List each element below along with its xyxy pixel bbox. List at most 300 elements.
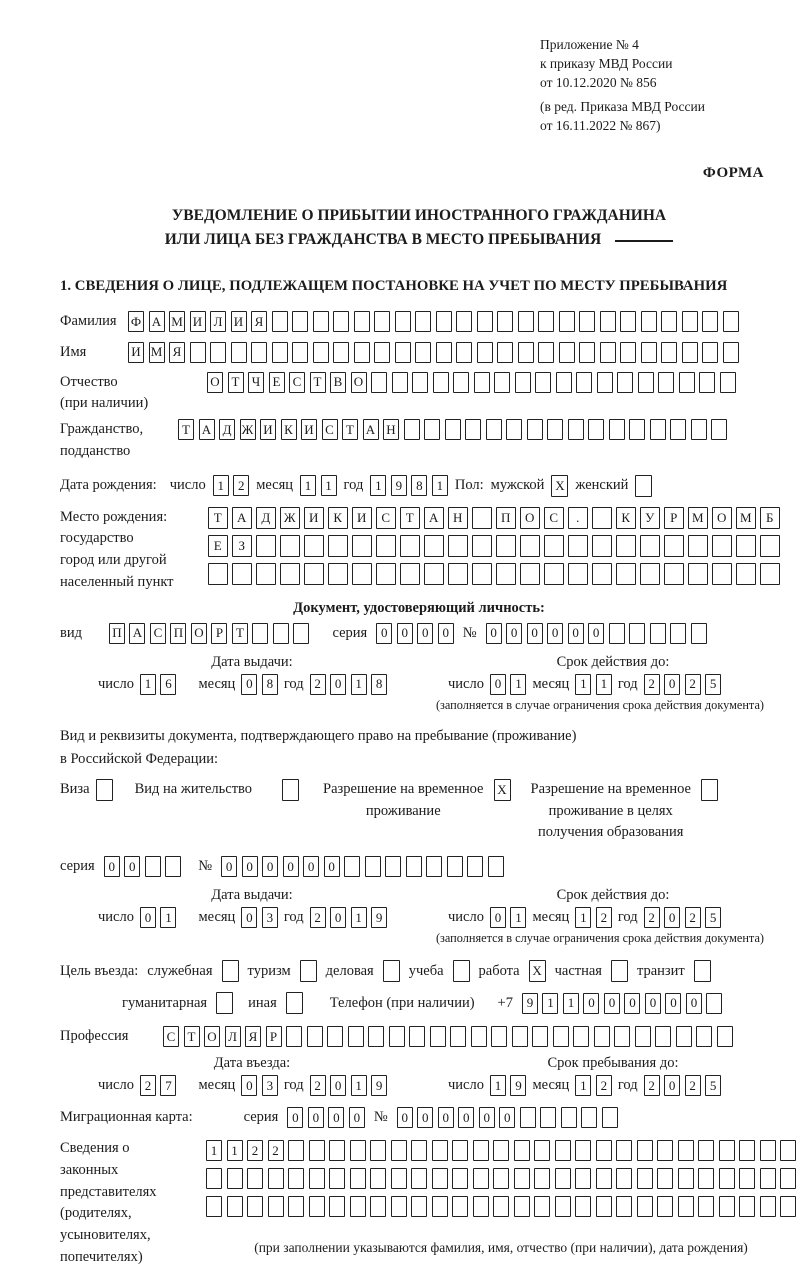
char-box: 0 [624,993,640,1014]
char-box [404,419,420,440]
char-box [288,1168,304,1189]
year-label: год [283,675,304,692]
char-box: X [529,960,546,982]
char-box [579,311,595,332]
char-box [354,342,370,363]
char-box [477,342,493,363]
char-box [602,1107,618,1128]
phone-label: Телефон (при наличии) [329,994,475,1011]
char-box [760,1196,776,1217]
char-box: 2 [247,1140,263,1161]
char-box [210,342,226,363]
purpose-study-checkbox [453,960,470,982]
char-box: С [544,507,564,529]
char-box: О [712,507,732,529]
char-box [222,960,239,982]
char-box [760,1140,776,1161]
char-box: 0 [349,1107,365,1128]
char-box [701,779,718,801]
char-box [575,1140,591,1161]
char-box: Д [219,419,235,440]
temp-permit-edu-checkbox [701,779,718,801]
entry-date-year [310,1075,388,1096]
char-box: З [232,535,252,557]
char-box: А [363,419,379,440]
profession-label: Профессия [60,1028,129,1045]
char-box: Д [256,507,276,529]
char-box: М [688,507,708,529]
char-box [392,372,408,393]
month-label: месяц [532,909,570,926]
char-box: А [232,507,252,529]
char-box [698,1168,714,1189]
char-box: У [640,507,660,529]
char-box [559,342,575,363]
char-box: 0 [490,907,506,928]
char-box [286,1026,302,1047]
char-box: К [616,507,636,529]
char-box: 0 [499,1107,515,1128]
char-box [472,535,492,557]
identity-valid-year [644,674,722,695]
char-box [688,535,708,557]
char-box [272,342,288,363]
residence-issue-year [310,907,388,928]
identity-issue-year [310,674,388,695]
char-box: 0 [242,856,258,877]
char-box [657,1196,673,1217]
char-box [711,419,727,440]
residence-number-label: № [198,858,213,875]
char-box [329,1196,345,1217]
char-box: Ф [128,311,144,332]
char-box [456,342,472,363]
month-label: месяц [198,675,236,692]
representatives-label-6: попечителях) [60,1248,143,1265]
residence-valid-month [575,907,612,928]
char-box: 0 [417,1107,433,1128]
citizenship-label: Гражданство, [60,421,144,438]
sex-male-checkbox [551,475,568,497]
char-box: И [231,311,247,332]
char-box [424,563,444,585]
char-box [352,535,372,557]
char-box: Е [208,535,228,557]
entry-date-heading: Дата въезда: [213,1055,291,1072]
appendix-line: Приложение № 4 [540,37,639,52]
year-label: год [617,675,638,692]
char-box [352,563,372,585]
char-box [698,1196,714,1217]
char-box [575,1196,591,1217]
char-box [640,535,660,557]
char-box: 1 [206,1140,222,1161]
char-box [698,1140,714,1161]
purpose-item-label: туризм [247,962,291,979]
char-box [691,623,707,644]
patronymic-label: Отчество [60,373,118,390]
char-box [304,535,324,557]
firstname-label: Имя [60,343,87,360]
birth-date-field [60,475,778,497]
char-box: 1 [213,475,229,496]
char-box: 1 [563,993,579,1014]
char-box [474,372,490,393]
char-box: 9 [371,907,387,928]
char-box [309,1196,325,1217]
char-box [496,535,516,557]
char-box [206,1168,222,1189]
char-box [304,563,324,585]
char-box [348,1026,364,1047]
char-box [616,563,636,585]
char-box [329,1168,345,1189]
char-box [596,1140,612,1161]
char-box [227,1168,243,1189]
identity-kind-label: вид [60,624,82,641]
char-box [780,1196,796,1217]
char-box: 0 [330,1075,346,1096]
char-box [354,311,370,332]
char-box [450,1026,466,1047]
char-box [491,1026,507,1047]
char-box [657,1168,673,1189]
purpose-official-checkbox [222,960,239,982]
migration-number-boxes [397,1107,618,1128]
char-box: 6 [160,674,176,695]
char-box [576,372,592,393]
char-box [617,372,633,393]
char-box [682,311,698,332]
char-box: О [351,372,367,393]
birth-place-label-4: населенный пункт [60,573,174,590]
char-box: 2 [644,907,660,928]
char-box: 1 [351,674,367,695]
char-box: 2 [310,1075,326,1096]
char-box [370,1140,386,1161]
birth-place-boxes-row-2 [208,535,780,557]
purpose-item-label: транзит [636,962,685,979]
temp-permit-label-2: проживание [365,802,441,819]
residence-intro-line-2: в Российской Федерации: [60,750,219,767]
char-box: 2 [596,1075,612,1096]
char-box: Е [269,372,285,393]
char-box [448,563,468,585]
purpose-item-label: частная [554,962,602,979]
char-box [473,1140,489,1161]
char-box [370,1196,386,1217]
representatives-label-1: Сведения о [60,1140,130,1157]
title-line-1: УВЕДОМЛЕНИЕ О ПРИБЫТИИ ИНОСТРАННОГО ГРАЖДАНИНА [171,207,667,225]
char-box [96,779,113,801]
purpose-private-checkbox [611,960,628,982]
char-box: 0 [397,623,413,644]
char-box: Т [310,372,326,393]
char-box: С [289,372,305,393]
char-box [616,1168,632,1189]
char-box [596,1196,612,1217]
char-box [412,372,428,393]
char-box [288,1140,304,1161]
appendix-line: от 10.12.2020 № 856 [540,74,657,90]
char-box: 0 [241,907,257,928]
char-box: 7 [160,1075,176,1096]
char-box: 8 [371,674,387,695]
char-box [472,563,492,585]
char-box: А [129,623,145,644]
char-box: 0 [283,856,299,877]
surname-boxes [128,311,739,332]
char-box [706,993,722,1014]
residence-doc-options [60,779,778,844]
char-box: 2 [685,1075,701,1096]
char-box: Я [245,1026,261,1047]
char-box: 2 [310,674,326,695]
char-box: 0 [328,1107,344,1128]
char-box [534,1168,550,1189]
temp-permit-checkbox [494,779,511,801]
char-box [592,563,612,585]
char-box [720,372,736,393]
char-box: О [204,1026,220,1047]
char-box [328,563,348,585]
char-box [544,535,564,557]
char-box: 0 [604,993,620,1014]
char-box: 1 [490,1075,506,1096]
char-box: А [424,507,444,529]
representatives-label-2: законных [60,1161,119,1178]
char-box [251,342,267,363]
char-box [452,1140,468,1161]
purpose-tourism-checkbox [300,960,317,982]
purpose-item-label: гуманитарная [122,994,208,1011]
char-box [371,372,387,393]
representatives-label-4: (родителях, [60,1205,132,1222]
month-label: месяц [532,1077,570,1094]
char-box [409,1026,425,1047]
char-box: X [494,779,511,801]
char-box [453,372,469,393]
char-box: 0 [527,623,543,644]
char-box [736,535,756,557]
char-box [556,372,572,393]
day-label: число [98,675,134,692]
char-box: Ч [248,372,264,393]
char-box [760,563,780,585]
char-box [292,311,308,332]
char-box: 0 [376,623,392,644]
char-box [280,535,300,557]
char-box: О [191,623,207,644]
char-box: 0 [330,907,346,928]
char-box [472,507,492,529]
char-box [544,563,564,585]
char-box [620,342,636,363]
char-box: 9 [391,475,407,496]
char-box: П [170,623,186,644]
year-label: год [617,909,638,926]
migration-series-boxes [287,1107,365,1128]
char-box: 5 [705,1075,721,1096]
char-box [650,419,666,440]
char-box: И [260,419,276,440]
char-box: М [736,507,756,529]
char-box: 1 [575,1075,591,1096]
residence-valid-heading: Срок действия до: [556,887,670,904]
residence-issue-month [241,907,278,928]
char-box [568,535,588,557]
temp-permit-edu-label-1: Разрешение на временное [530,780,691,797]
char-box: Т [208,507,228,529]
char-box: И [301,419,317,440]
birth-place-label: Место рождения: [60,508,168,525]
citizenship-boxes [178,419,727,440]
char-box [300,960,317,982]
char-box [512,1026,528,1047]
residence-dates [60,887,778,928]
char-box [432,1168,448,1189]
char-box [309,1168,325,1189]
char-box [637,1140,653,1161]
purpose-other-checkbox [286,992,303,1014]
char-box [514,1140,530,1161]
purpose-label: Цель въезда: [60,962,139,979]
firstname-field [60,342,778,363]
char-box [723,342,739,363]
day-label: число [448,675,484,692]
char-box [497,311,513,332]
char-box [661,342,677,363]
char-box [616,535,636,557]
identity-number-boxes [486,623,707,644]
char-box [760,535,780,557]
birth-month-label: месяц [256,477,294,493]
char-box [597,372,613,393]
patronymic-field [60,372,778,416]
char-box [638,372,654,393]
char-box [739,1168,755,1189]
month-label: месяц [198,1077,236,1094]
char-box: 2 [685,907,701,928]
char-box: 3 [262,907,278,928]
surname-field [60,311,778,332]
purpose-item-label: деловая [325,962,374,979]
entry-date-day [140,1075,177,1096]
day-label: число [448,1077,484,1094]
char-box: И [352,507,372,529]
month-label: месяц [198,909,236,926]
char-box [518,342,534,363]
visa-checkbox [96,779,113,801]
char-box [506,419,522,440]
char-box: 0 [486,623,502,644]
char-box [473,1168,489,1189]
char-box [376,563,396,585]
char-box [760,1168,776,1189]
char-box [514,1168,530,1189]
char-box: 1 [596,674,612,695]
char-box [486,419,502,440]
char-box [368,1026,384,1047]
char-box: 1 [510,907,526,928]
char-box [232,563,252,585]
sex-label: Пол: [454,477,484,493]
char-box [588,419,604,440]
char-box [581,1107,597,1128]
char-box [436,342,452,363]
birth-place-label-3: город или другой [60,552,167,569]
char-box [333,311,349,332]
char-box [670,419,686,440]
char-box: 5 [705,907,721,928]
temp-permit-edu-label-2: проживание в целях [548,802,673,819]
document-title [60,204,778,252]
residence-doc-intro [60,725,778,771]
stay-until-heading: Срок пребывания до: [547,1055,679,1072]
char-box [534,1140,550,1161]
char-box [327,1026,343,1047]
char-box [696,1026,712,1047]
char-box: Т [342,419,358,440]
representatives-field [60,1138,778,1269]
stay-until-year [644,1075,722,1096]
char-box: В [330,372,346,393]
char-box: И [304,507,324,529]
char-box [592,507,612,529]
char-box [657,1140,673,1161]
char-box [614,1026,630,1047]
char-box: 1 [542,993,558,1014]
char-box: П [496,507,516,529]
char-box: С [163,1026,179,1047]
char-box: 2 [140,1075,156,1096]
char-box: 0 [241,1075,257,1096]
char-box [400,535,420,557]
appendix-note [540,36,778,135]
char-box [702,311,718,332]
char-box: 1 [510,674,526,695]
char-box [568,563,588,585]
char-box: А [149,311,165,332]
birth-year-label: год [343,477,364,493]
char-box [190,342,206,363]
char-box: Т [184,1026,200,1047]
citizenship-label-2: подданство [60,442,131,459]
residence-permit-checkbox [282,779,299,801]
char-box [535,372,551,393]
char-box [736,563,756,585]
char-box: 0 [506,623,522,644]
char-box: Ж [240,419,256,440]
char-box: 1 [300,475,316,496]
char-box [493,1168,509,1189]
char-box [471,1026,487,1047]
char-box [561,1107,577,1128]
char-box: Р [266,1026,282,1047]
char-box: 2 [644,1075,660,1096]
char-box [538,311,554,332]
char-box [395,311,411,332]
revision-line: от 16.11.2022 № 867) [540,117,661,133]
identity-series-boxes [376,623,454,644]
char-box [664,535,684,557]
char-box: 0 [686,993,702,1014]
char-box [676,1026,692,1047]
char-box [227,1196,243,1217]
char-box [280,563,300,585]
char-box [568,419,584,440]
patronymic-label-2: (при наличии) [60,395,149,412]
